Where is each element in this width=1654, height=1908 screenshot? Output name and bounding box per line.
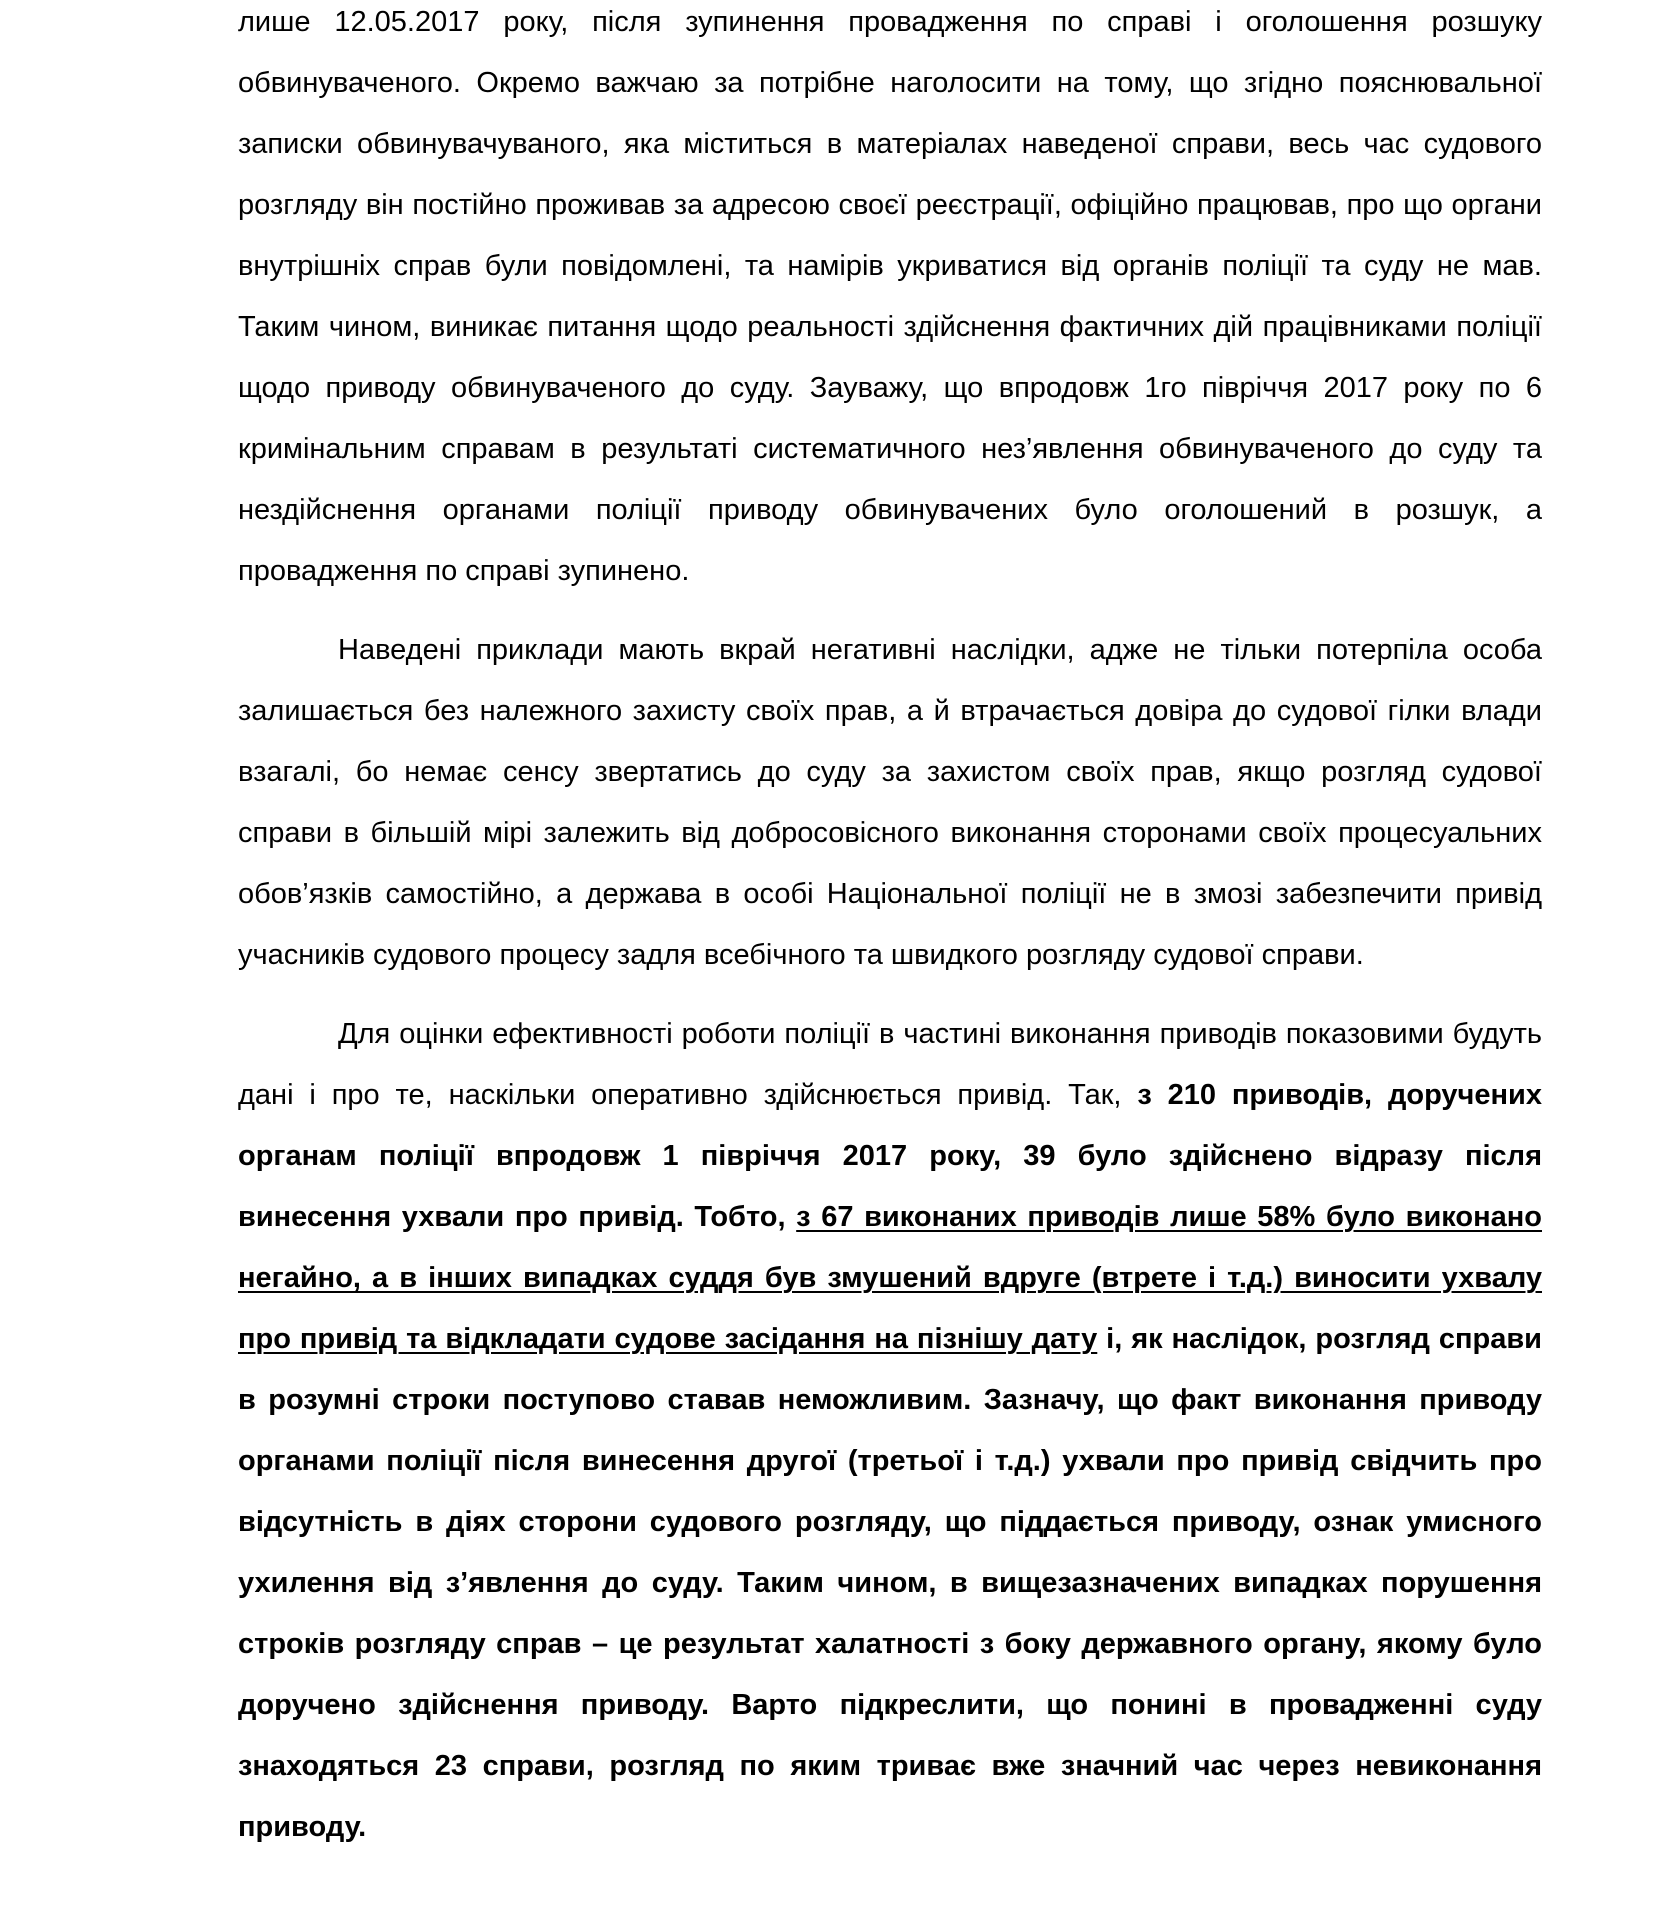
underlined-emphasis-text: з 67 виконаних приводів лише 58% було виконано негайно, а в інших випадках суддя був змушений вдруге (втрете і т.д.) виносити ухвалу про привід та відкладати судове засідання на пізнішу дату xyxy=(238,1201,1542,1355)
document-page xyxy=(238,0,1542,1858)
paragraph-consequences: Наведені приклади мають вкрай негативні наслідки, адже не тільки потерпіла особа залишається без належного захисту своїх прав, а й втрачається довіра до судової гілки влади взагалі, бо немає сенсу звертатись до суду за захистом своїх прав, якщо розгляд судової справи в більшій мірі залежить від добросовісного виконання сторонами своїх процесуальних обов’язків самостійно, а держава в особі Національної поліції не в змозі забезпечити привід учасників судового процесу задля всебічного та швидкого розгляду судової справи. xyxy=(238,634,1542,971)
paragraph-intro-text: Для оцінки ефективності роботи поліції в частині виконання приводів показовими будуть дані і про те, наскільки оперативно здійснюється привід. Так, xyxy=(238,1018,1542,1111)
bold-conclusion-text: і, як наслідок, розгляд справи в розумні строки поступово ставав неможливим. Зазначу, що факт виконання приводу органами поліції після винесення другої (третьої і т.д.) ухвали про привід свідчить про відсутність в діях сторони судового розгляду, що піддається приводу, ознак умисного ухилення від з’явлення до суду. Таким чином, в вищезазначених випадках порушення строків розгляду справ – це результат халатності з боку державного органу, якому було доручено здійснення приводу. Варто підкреслити, що понині в провадженні суду знаходяться 23 справи, розгляд по яким триває вже значний час через невиконання приводу. xyxy=(238,1323,1542,1843)
paragraph-continuation: лише 12.05.2017 року, після зупинення провадження по справі і оголошення розшуку обвинуваченого. Окремо важчаю за потрібне наголосити на тому, що згідно пояснювальної записки обвинувачуваного, яка міститься в матеріалах наведеної справи, весь час судового розгляду він постійно проживав за адресою своєї реєстрації, офіційно працював, про що органи внутрішніх справ були повідомлені, та намірів укриватися від органів поліції та суду не мав. Таким чином, виникає питання щодо реальності здійснення фактичних дій працівниками поліції щодо приводу обвинуваченого до суду. Зауважу, що впродовж 1го півріччя 2017 року по 6 кримінальним справам в результаті систематичного нез’явлення обвинуваченого до суду та нездійснення органами поліції приводу обвинувачених було оголошений в розшук, а провадження по справі зупинено. xyxy=(238,6,1542,587)
bold-statistics-text: з 210 приводів, доручених органам поліції впродовж 1 півріччя 2017 року, 39 було здійснено відразу після винесення ухвали про привід. Тобто, xyxy=(238,1079,1542,1233)
paragraph-police-efficiency xyxy=(238,1004,1542,1858)
